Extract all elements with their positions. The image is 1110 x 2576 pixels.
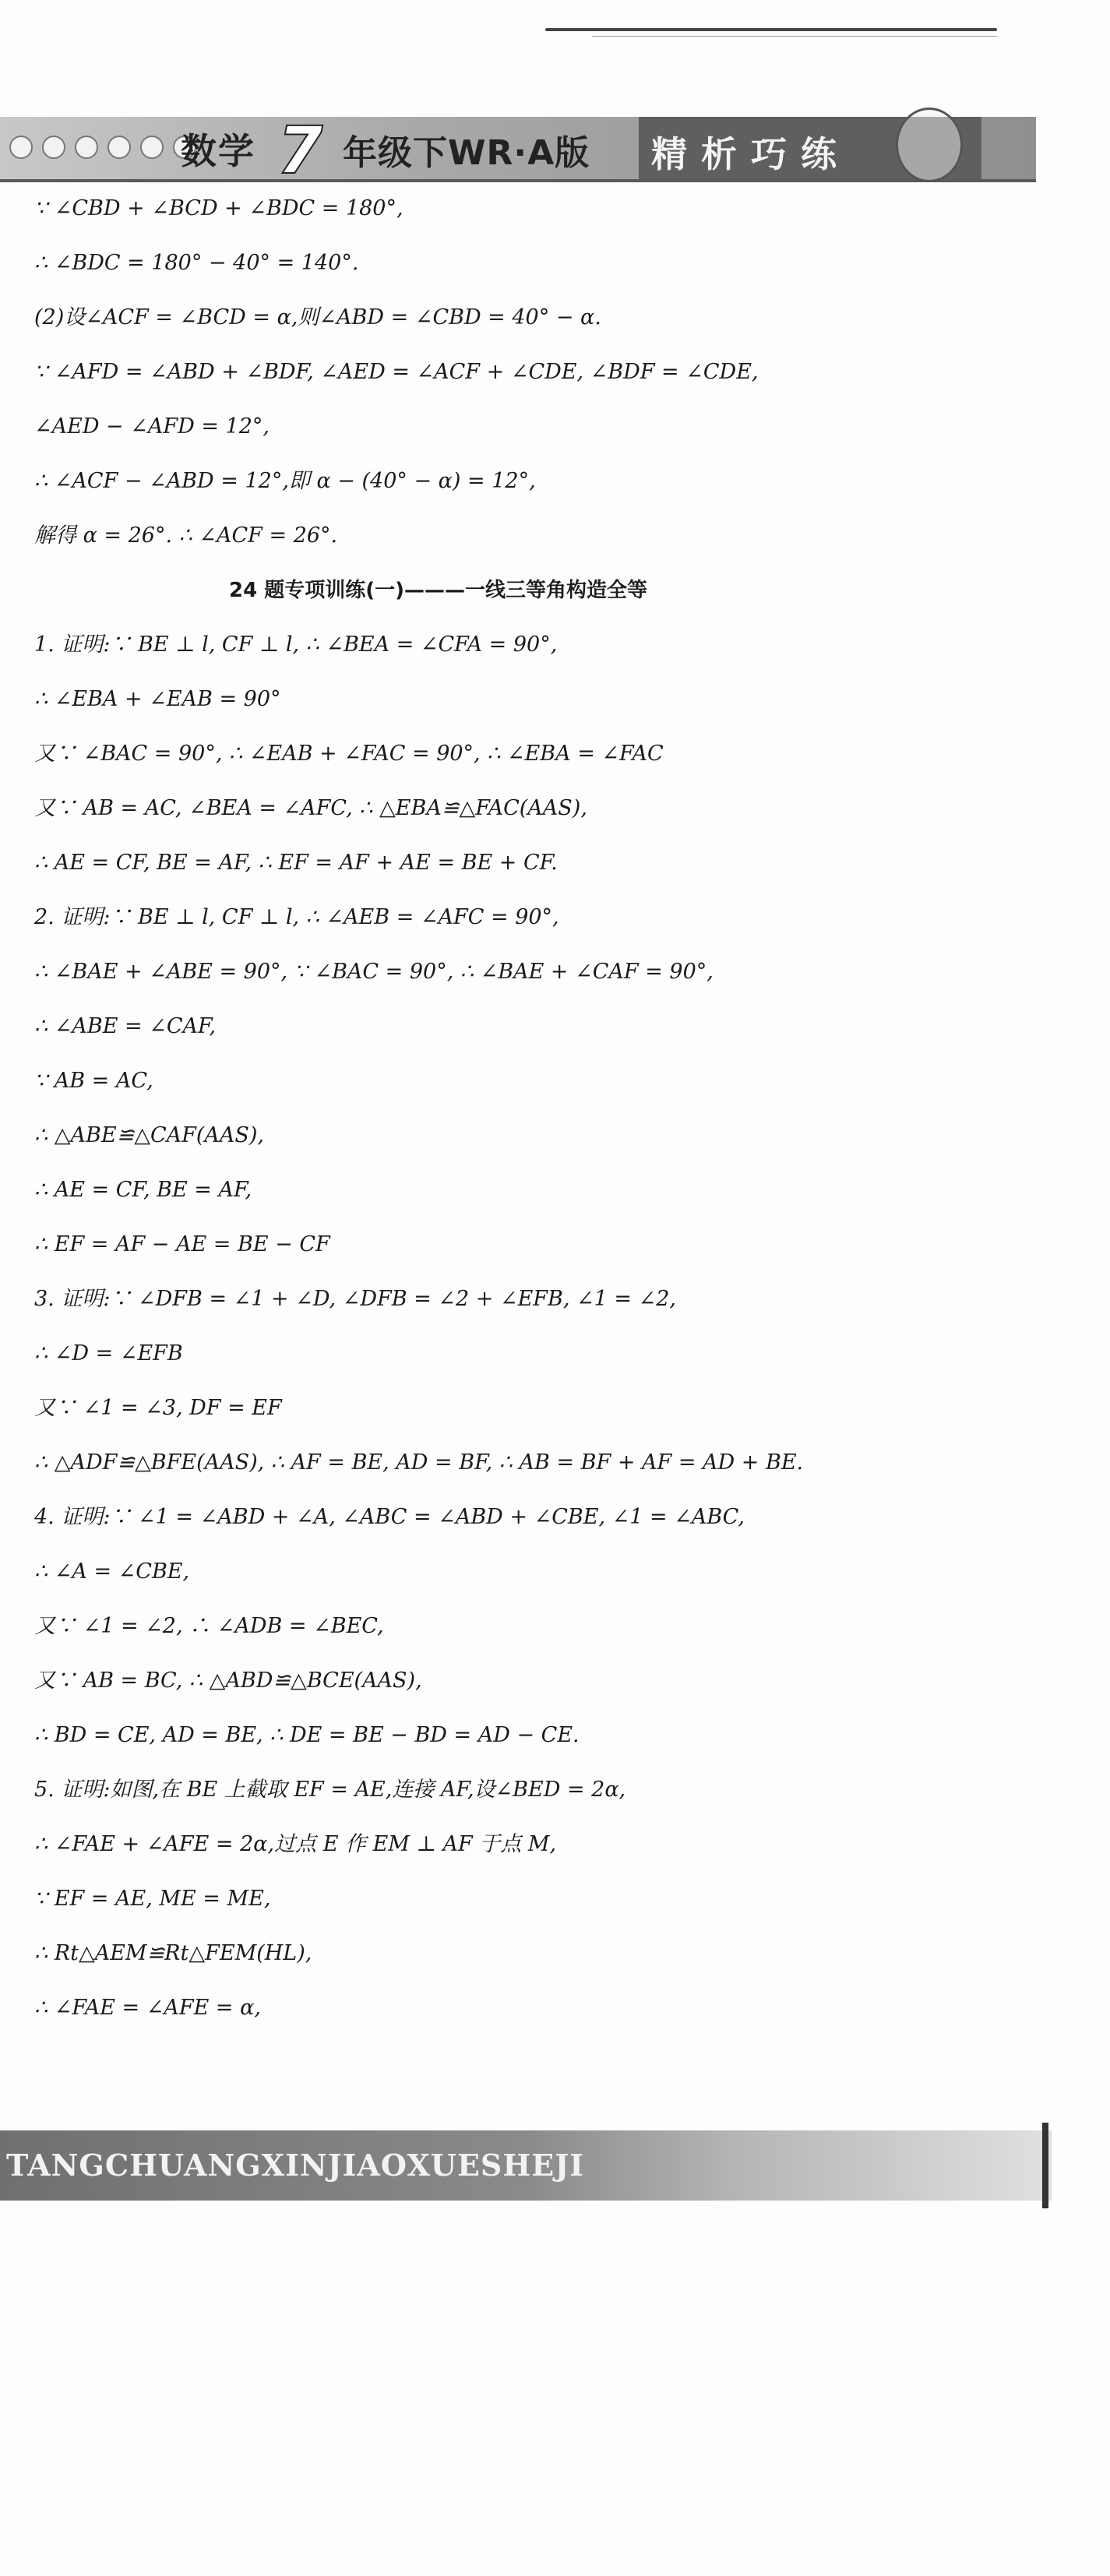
section-heading: 24 题专项训练(一)———一线三等角构造全等: [229, 579, 647, 602]
page-footer: [0, 2130, 1052, 2201]
text-line: ∴ BD = CE, AD = BE, ∴ DE = BE − BD = AD − CE.: [34, 1723, 580, 1747]
text-line: ∴ ∠FAE + ∠AFE = 2α,过点 E 作 EM ⊥ AF 于点 M,: [34, 1832, 557, 1856]
header-grade-number: 7: [277, 112, 323, 189]
text-line: ∴ △ABE≌△CAF(AAS),: [34, 1123, 264, 1147]
text-line: ∴ ∠BDC = 180° − 40° = 140°.: [34, 251, 359, 275]
text-line: 1. 证明:∵ BE ⊥ l, CF ⊥ l, ∴ ∠BEA = ∠CFA = 90°,: [34, 633, 558, 657]
text-line: ∴ EF = AF − AE = BE − CF: [34, 1232, 330, 1256]
dot-icon: [107, 136, 131, 159]
text-line: 又∵ ∠1 = ∠2, ∴ ∠ADB = ∠BEC,: [34, 1614, 384, 1638]
text-line: ∴ ∠BAE + ∠ABE = 90°, ∵ ∠BAC = 90°, ∴ ∠BAE + ∠CAF = 90°,: [34, 960, 714, 984]
text-line: ∴ AE = CF, BE = AF,: [34, 1178, 252, 1202]
dot-icon: [75, 136, 98, 159]
text-line: ∵ ∠AFD = ∠ABD + ∠BDF, ∠AED = ∠ACF + ∠CDE, ∠BDF = ∠CDE,: [34, 360, 759, 384]
text-line: 又∵ AB = AC, ∠BEA = ∠AFC, ∴ △EBA≌△FAC(AAS),: [34, 796, 587, 820]
header-dots: [9, 136, 196, 159]
text-line: 2. 证明:∵ BE ⊥ l, CF ⊥ l, ∴ ∠AEB = ∠AFC = 90°,: [34, 905, 559, 929]
text-line: ∵ EF = AE, ME = ME,: [34, 1887, 271, 1911]
dot-icon: [140, 136, 164, 159]
top-rule-thin: [592, 36, 997, 37]
page-header: [0, 112, 1036, 189]
text-line: 又∵ AB = BC, ∴ △ABD≌△BCE(AAS),: [34, 1669, 422, 1693]
text-line: 4. 证明:∵ ∠1 = ∠ABD + ∠A, ∠ABC = ∠ABD + ∠CBE, ∠1 = ∠ABC,: [34, 1505, 745, 1529]
header-edition: 年级下WR·A版: [343, 133, 590, 173]
text-line: ∴ ∠ABE = ∠CAF,: [34, 1014, 217, 1038]
text-line: 又∵ ∠1 = ∠3, DF = EF: [34, 1396, 282, 1420]
footer-edge: [1042, 2123, 1048, 2208]
footer-text: TANGCHUANGXINJIAOXUESHEJI: [6, 2148, 584, 2183]
text-line: ∴ ∠D = ∠EFB: [34, 1341, 183, 1366]
dot-icon: [42, 136, 65, 159]
text-line: 解得 α = 26°. ∴ ∠ACF = 26°.: [34, 523, 338, 548]
text-line: ∴ △ADF≌△BFE(AAS), ∴ AF = BE, AD = BF, ∴ AB = BF + AF = AD + BE.: [34, 1450, 804, 1475]
header-brand-title: 精析巧练: [651, 133, 851, 175]
text-line: 又∵ ∠BAC = 90°, ∴ ∠EAB + ∠FAC = 90°, ∴ ∠EBA = ∠FAC: [34, 742, 664, 766]
dot-icon: [9, 136, 33, 159]
text-line: ∴ ∠EBA + ∠EAB = 90°: [34, 687, 281, 711]
text-line: ∴ AE = CF, BE = AF, ∴ EF = AF + AE = BE + CF.: [34, 851, 558, 875]
text-line: 3. 证明:∵ ∠DFB = ∠1 + ∠D, ∠DFB = ∠2 + ∠EFB, ∠1 = ∠2,: [34, 1287, 676, 1311]
seal-stamp-icon: [896, 107, 963, 182]
text-line: ∵ ∠CBD + ∠BCD + ∠BDC = 180°,: [34, 196, 403, 220]
text-line: ∴ ∠A = ∠CBE,: [34, 1559, 190, 1584]
text-line: ∴ ∠FAE = ∠AFE = α,: [34, 1996, 261, 2020]
text-line: ∵ AB = AC,: [34, 1069, 153, 1093]
text-line: (2)设∠ACF = ∠BCD = α,则∠ABD = ∠CBD = 40° − α.: [34, 305, 601, 329]
text-line: ∴ Rt△AEM≌Rt△FEM(HL),: [34, 1941, 312, 1965]
text-line: ∠AED − ∠AFD = 12°,: [34, 414, 270, 439]
text-line: ∴ ∠ACF − ∠ABD = 12°,即 α − (40° − α) = 12°,: [34, 469, 536, 493]
header-subject: 数学: [181, 130, 255, 172]
solution-text: [34, 195, 1016, 2049]
text-line: 5. 证明:如图,在 BE 上截取 EF = AE,连接 AF,设∠BED = 2α,: [34, 1778, 626, 1802]
top-rule: [545, 28, 997, 31]
